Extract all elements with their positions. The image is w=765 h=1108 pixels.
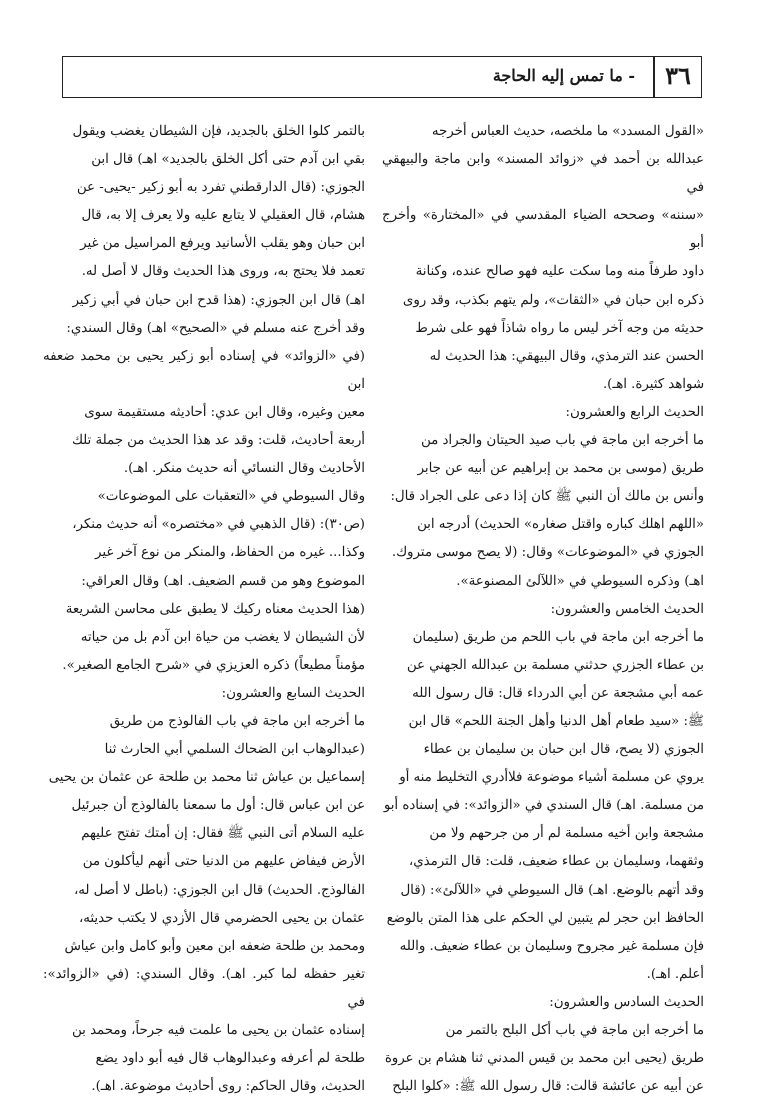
text-line: وقد أخرج عنه مسلم في «الصحيح» اهـ) وقال السندي: [66, 320, 365, 336]
text-line: أعلم. اهـ). [646, 966, 704, 982]
text-line: ذكره ابن حبان في «الثقات»، ولم يتهم بكذب، وقد روى [402, 292, 704, 308]
text-line: وقال السيوطي في «التعقبات على الموضوعات» [97, 489, 365, 505]
text-line: الجوزي: (قال الدارقطني تفرد به أبو زكير -يحيى- عن [76, 180, 365, 196]
running-title: - ما تمس إليه الحاجة [492, 66, 635, 85]
text-line: يروي عن مسلمة أشياء موضوعة فلاأدري التخليط منه أو [399, 770, 704, 786]
text-line: ابن حبان وهو يقلب الأسانيد ويرفع المراسيل من غير [80, 236, 365, 252]
page-header [62, 56, 702, 98]
right-column [382, 118, 704, 1101]
text-line: اهـ) قال ابن الجوزي: (هذا قدح ابن حبان في أبي زكير [72, 292, 365, 308]
text-line: ما أخرجه ابن ماجة في باب أكل البلح بالتمر من [445, 1023, 704, 1038]
text-line: داود طرفاً منه وما سكت عليه فهو صالح عنده، وكنانة [415, 264, 704, 280]
text-line: ما أخرجه ابن ماجة في باب صيد الحيتان والجراد من [421, 433, 704, 449]
text-line: وأنس بن مالك أن النبي ﷺ كان إذا دعى على الجراد قال: [390, 489, 704, 505]
text-line: طريق (موسى بن محمد بن إبراهيم عن أبيه عن جابر [417, 461, 704, 477]
text-line: تعمد فلا يحتج به، وروى هذا الحديث وقال لا أصل له. [81, 264, 365, 280]
text-line: الجوزي (لا يصح، قال ابن حبان بن سليمان بن عطاء [423, 742, 704, 758]
text-line: عمه أبي مشجعة عن أبي الدرداء قال: قال رسول الله [412, 685, 704, 701]
text-line: الحديث، وقال الحاكم: روى أحاديث موضوعة. اهـ). [91, 1079, 365, 1095]
text-line: شواهد كثيرة. اهـ). [602, 376, 704, 392]
text-line: وكذا... غيره من الحفاظ، والمنكر من نوع آخر غير [95, 545, 365, 561]
text-line: تغير حفظه لما كبر. اهـ). وقال السندي: (في «الزوائد»: في [43, 966, 365, 1010]
text-line: الحديث الرابع والعشرون: [565, 404, 704, 420]
text-line: بالتمر كلوا الخلق بالجديد، فإن الشيطان يغضب ويقول [72, 124, 365, 139]
text-line: الأحاديث وقال النسائي أنه حديث منكر. اهـ). [123, 461, 365, 477]
text-line: بن عطاء الجزري حدثني مسلمة بن عبدالله الجهني عن [406, 657, 704, 673]
text-line: الفالوذج. الحديث) قال ابن الجوزي: (باطل لا أصل له، [73, 882, 365, 898]
text-line: وثقهما، وسليمان بن عطاء ضعيف، قلت: قال الترمذي، [408, 854, 704, 870]
text-line: عبدالله بن أحمد في «زوائد المسند» وابن ماجة والبيهقي في [382, 152, 704, 196]
text-line: مشجعة وابن أخيه مسلمة لم أر من جرحهم ولا من [429, 826, 704, 842]
text-line: الجوزي في «الموضوعات» وقال: (لا يصح موسى متروك. [391, 545, 704, 561]
text-line: ما أخرجه ابن ماجة في باب اللحم من طريق (سليمان [412, 629, 704, 645]
header-divider [653, 57, 655, 97]
text-line: ومحمد بن طلحة ضعفه ابن معين وأبو كامل وابن عياش [64, 938, 365, 954]
text-line: (في «الزوائد» في إسناده أبو زكير يحيى بن محمد ضعفه ابن [43, 348, 365, 392]
text-line: إسماعيل بن عياش ثنا محمد بن طلحة عن عثمان بن يحيى [48, 770, 365, 786]
text-line: وقد أتهم بالوضع. اهـ) قال السيوطي في «اللآلئ»: (قال [400, 882, 704, 898]
text-line: اهـ) وذكره السيوطي في «اللآلئ المصنوعة». [456, 573, 704, 589]
text-line: «سننه» وصححه الضياء المقدسي في «المختارة» وأخرج أبو [382, 208, 704, 252]
left-column [43, 118, 365, 1101]
text-line: طريق (يحيى ابن محمد بن قيس المدني ثنا هشام بن عروة [384, 1051, 704, 1067]
text-line: عثمان بن يحيى الحضرمي قال الأزدي لا يكتب حديثه، [79, 910, 365, 926]
text-line: لأن الشيطان لا يغضب من حياة ابن آدم بل من حياته [80, 629, 365, 645]
text-line: من مسلمة. اهـ) قال السندي في «الزوائد»: في إسناده أبو [383, 798, 704, 814]
text-line: ﷺ: «سيد طعام أهل الدنيا وأهل الجنة اللحم» قال ابن [408, 713, 704, 729]
text-line: عن ابن عباس قال: أول ما سمعنا بالفالوذج أن جبرئيل [71, 798, 365, 814]
text-line: الحديث السادس والعشرون: [549, 994, 704, 1010]
text-line: (عبدالوهاب ابن الضحاك السلمي أبي الحارث ثنا [104, 742, 365, 758]
text-line: «اللهم اهلك كباره واقتل صغاره» الحديث) أدرجه ابن [417, 517, 704, 533]
text-line: إسناده عثمان بن يحيى ما علمت فيه جرحاً، ومحمد بن [72, 1023, 365, 1038]
text-line: الحافظ ابن حجر لم يتبين لي الحكم على هذا المتن بالوضع [386, 910, 704, 926]
page-number: ٣٦ [665, 61, 691, 90]
text-line: هشام، قال العقيلي لا يتابع عليه ولا يعرف إلا به، قال [81, 208, 365, 224]
text-line: معين وغيره، وقال ابن عدي: أحاديثه مستقيمة سوى [84, 404, 365, 420]
text-line: عليه السلام أتى النبي ﷺ فقال: إن أمتك تفتح عليهم [81, 826, 365, 842]
text-line: (ص٣٠): (قال الذهبي في «مختصره» أنه حديث منكر، [72, 517, 365, 533]
text-line: فإن مسلمة غير مجروح وسليمان بن عطاء ضعيف. والله [399, 938, 704, 954]
text-line: الحسن عند الترمذي، وقال البيهقي: هذا الحديث له [429, 348, 704, 364]
text-line: (هذا الحديث معناه ركيك لا يطبق على محاسن الشريعة [65, 601, 365, 617]
text-line: الحديث السابع والعشرون: [221, 685, 365, 701]
text-line: حديثه من وجه آخر ليس ما رواه شاذاً فهو على شرط [415, 320, 704, 336]
text-line: الحديث الخامس والعشرون: [550, 601, 704, 617]
text-line: الأرض فيفاض عليهم من الدنيا حتى أنهم ليأكلون من [82, 854, 365, 870]
text-line: عن أبيه عن عائشة قالت: قال رسول الله ﷺ: «كلوا البلح [392, 1079, 704, 1095]
text-line: أربعة أحاديث، قلت: وقد عد هذا الحديث من جملة تلك [71, 433, 365, 449]
text-line: ما أخرجه ابن ماجة في باب الفالوذج من طريق [109, 713, 365, 729]
text-line: بقي ابن آدم حتى أكل الخلق بالجديد» اهـ) قال ابن [91, 152, 365, 168]
text-line: مؤمناً مطيعاً) ذكره العزيزي في «شرح الجامع الصغير». [62, 657, 365, 673]
text-line: الموضوع وهو من قسم الضعيف. اهـ) وقال العراقي: [81, 573, 365, 589]
text-line: «القول المسدد» ما ملخصه، حديث العباس أخرجه [431, 124, 704, 139]
text-line: طلحة لم أعرفه وعبدالوهاب قال فيه أبو داود يضع [95, 1051, 365, 1067]
